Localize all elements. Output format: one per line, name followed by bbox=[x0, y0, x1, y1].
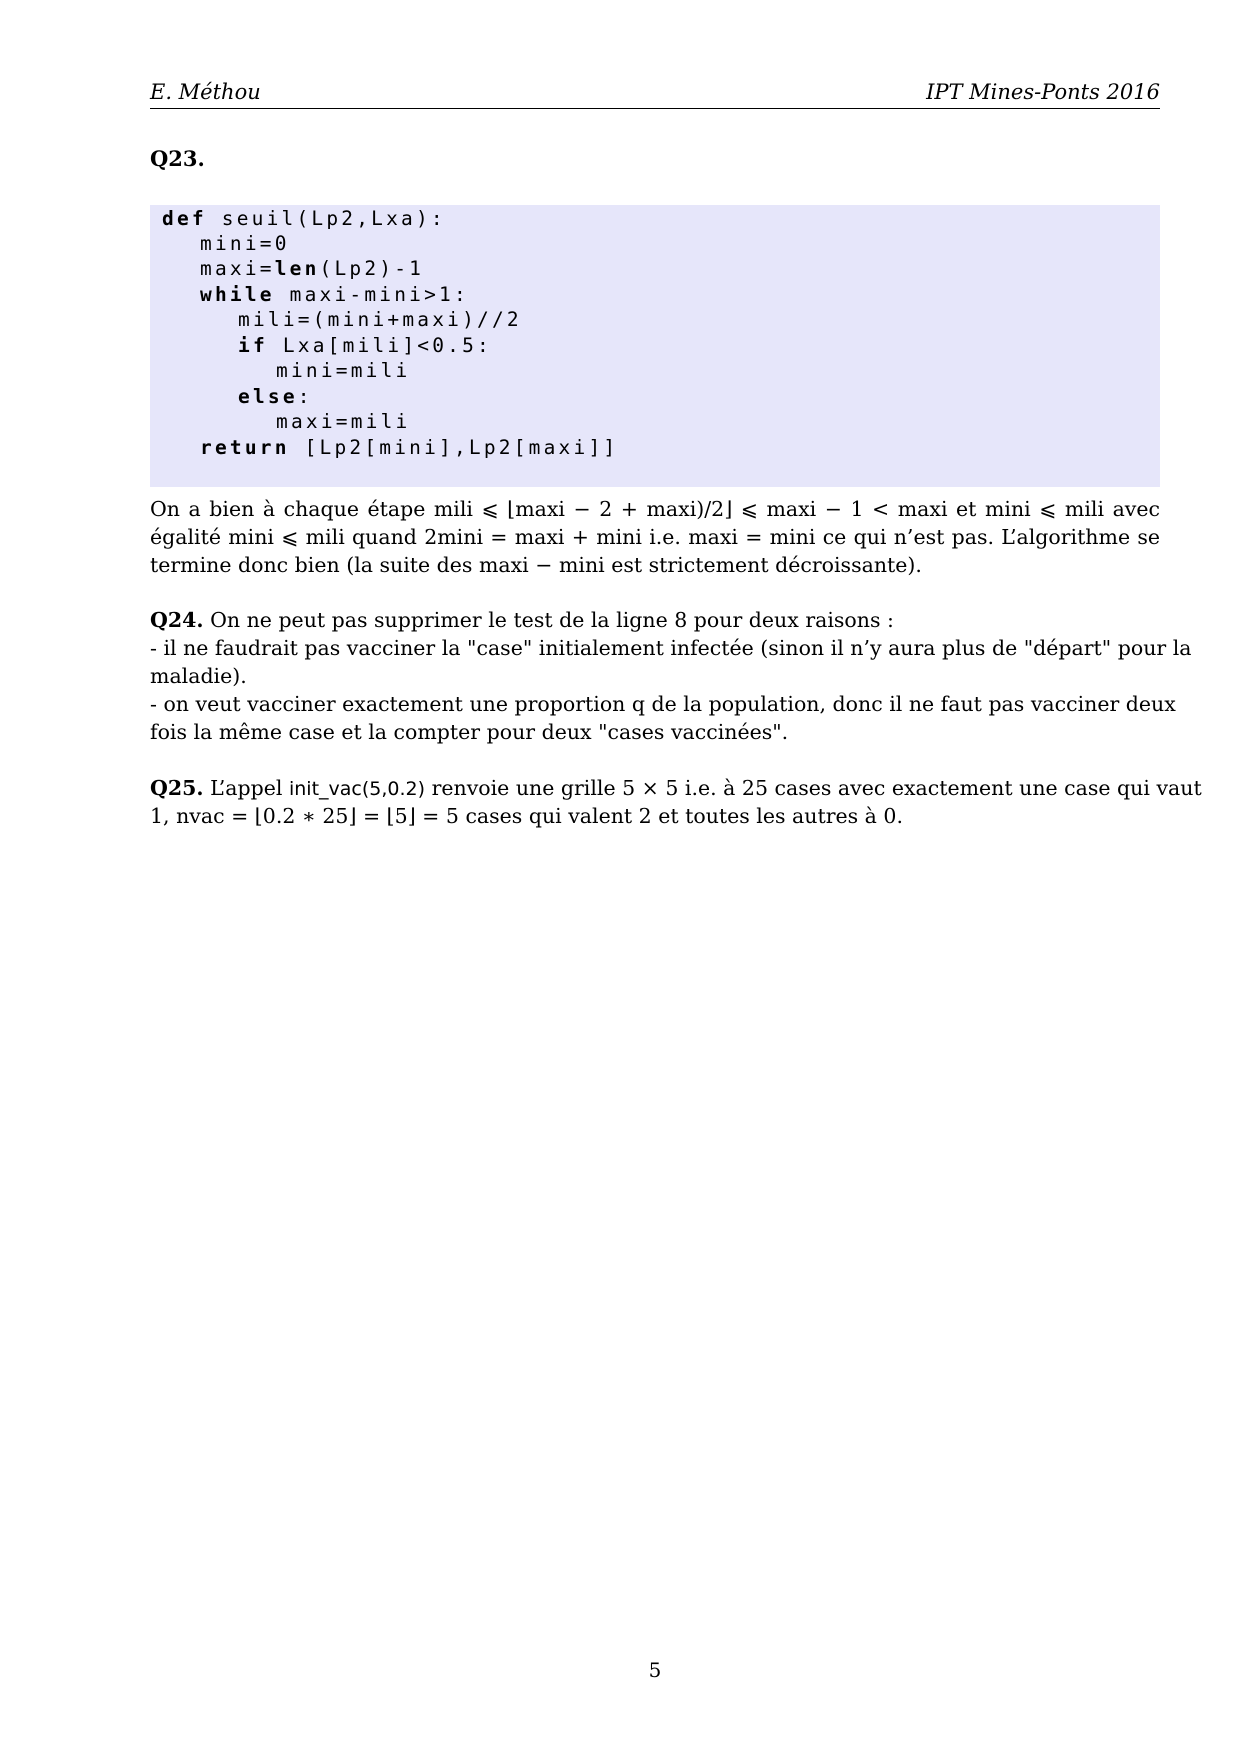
q24-item-line: fois la même case et la compter pour deux "cases vaccinées". bbox=[150, 720, 789, 744]
header-author: E. Méthou bbox=[150, 80, 261, 104]
q25-line: 1, nvac = ⌊0.2 ∗ 25⌋ = ⌊5⌋ = 5 cases qui valent 2 et toutes les autres à 0. bbox=[150, 804, 903, 828]
function-call: init_vac(5,0.2) bbox=[288, 778, 426, 800]
q23-text-line: égalité mini ⩽ mili quand 2mini = maxi + mini i.e. maxi = mini ce qui n’est pas. L’algorithme se bbox=[150, 525, 1160, 549]
q25-line: Q25. L’appel init_vac(5,0.2) renvoie une grille 5 × 5 i.e. à 25 cases avec exactement une case qui vaut bbox=[150, 776, 1202, 800]
q23-label: Q23. bbox=[150, 146, 205, 171]
page-header bbox=[150, 78, 1160, 109]
q24-item-line: - on veut vacciner exactement une proportion q de la population, donc il ne faut pas vacciner deux bbox=[150, 692, 1176, 716]
page-number: 5 bbox=[648, 1658, 662, 1682]
q23-explanation bbox=[150, 495, 1160, 579]
document-page bbox=[150, 0, 1202, 1754]
q23-text-line: termine donc bien (la suite des maxi − mini est strictement décroissante). bbox=[150, 553, 922, 577]
code-line: mini=mili bbox=[276, 359, 411, 382]
code-line: return [Lp2[mini],Lp2[maxi]] bbox=[200, 436, 619, 459]
q24-item-line: - il ne faudrait pas vacciner la "case" initialement infectée (sinon il n’y aura plus de "départ" pour la bbox=[150, 636, 1192, 660]
q25-label: Q25. bbox=[150, 776, 204, 800]
header-title: IPT Mines-Ponts 2016 bbox=[926, 80, 1160, 104]
q24-label: Q24. bbox=[150, 608, 204, 632]
code-line: def seuil(Lp2,Lxa): bbox=[162, 207, 446, 230]
code-line: if Lxa[mili]<0.5: bbox=[238, 334, 492, 357]
q24-section bbox=[150, 606, 1192, 746]
q24-intro-line bbox=[150, 606, 1160, 634]
code-line: maxi=mili bbox=[276, 410, 411, 433]
q24-intro: On ne peut pas supprimer le test de la ligne 8 pour deux raisons : bbox=[210, 608, 894, 632]
code-line: maxi=len(Lp2)-1 bbox=[200, 257, 425, 280]
code-line: mini=0 bbox=[200, 232, 290, 255]
code-line: mili=(mini+maxi)//2 bbox=[238, 308, 522, 331]
code-block bbox=[150, 205, 1160, 487]
q25-section bbox=[150, 774, 1202, 830]
code-line: while maxi-mini>1: bbox=[200, 283, 469, 306]
q24-item-line: maladie). bbox=[150, 664, 247, 688]
q23-text-line: On a bien à chaque étape mili ⩽ ⌊maxi − 2 + maxi)/2⌋ ⩽ maxi − 1 < maxi et mini ⩽ mili avec bbox=[150, 497, 1160, 521]
code-line: else: bbox=[238, 385, 313, 408]
